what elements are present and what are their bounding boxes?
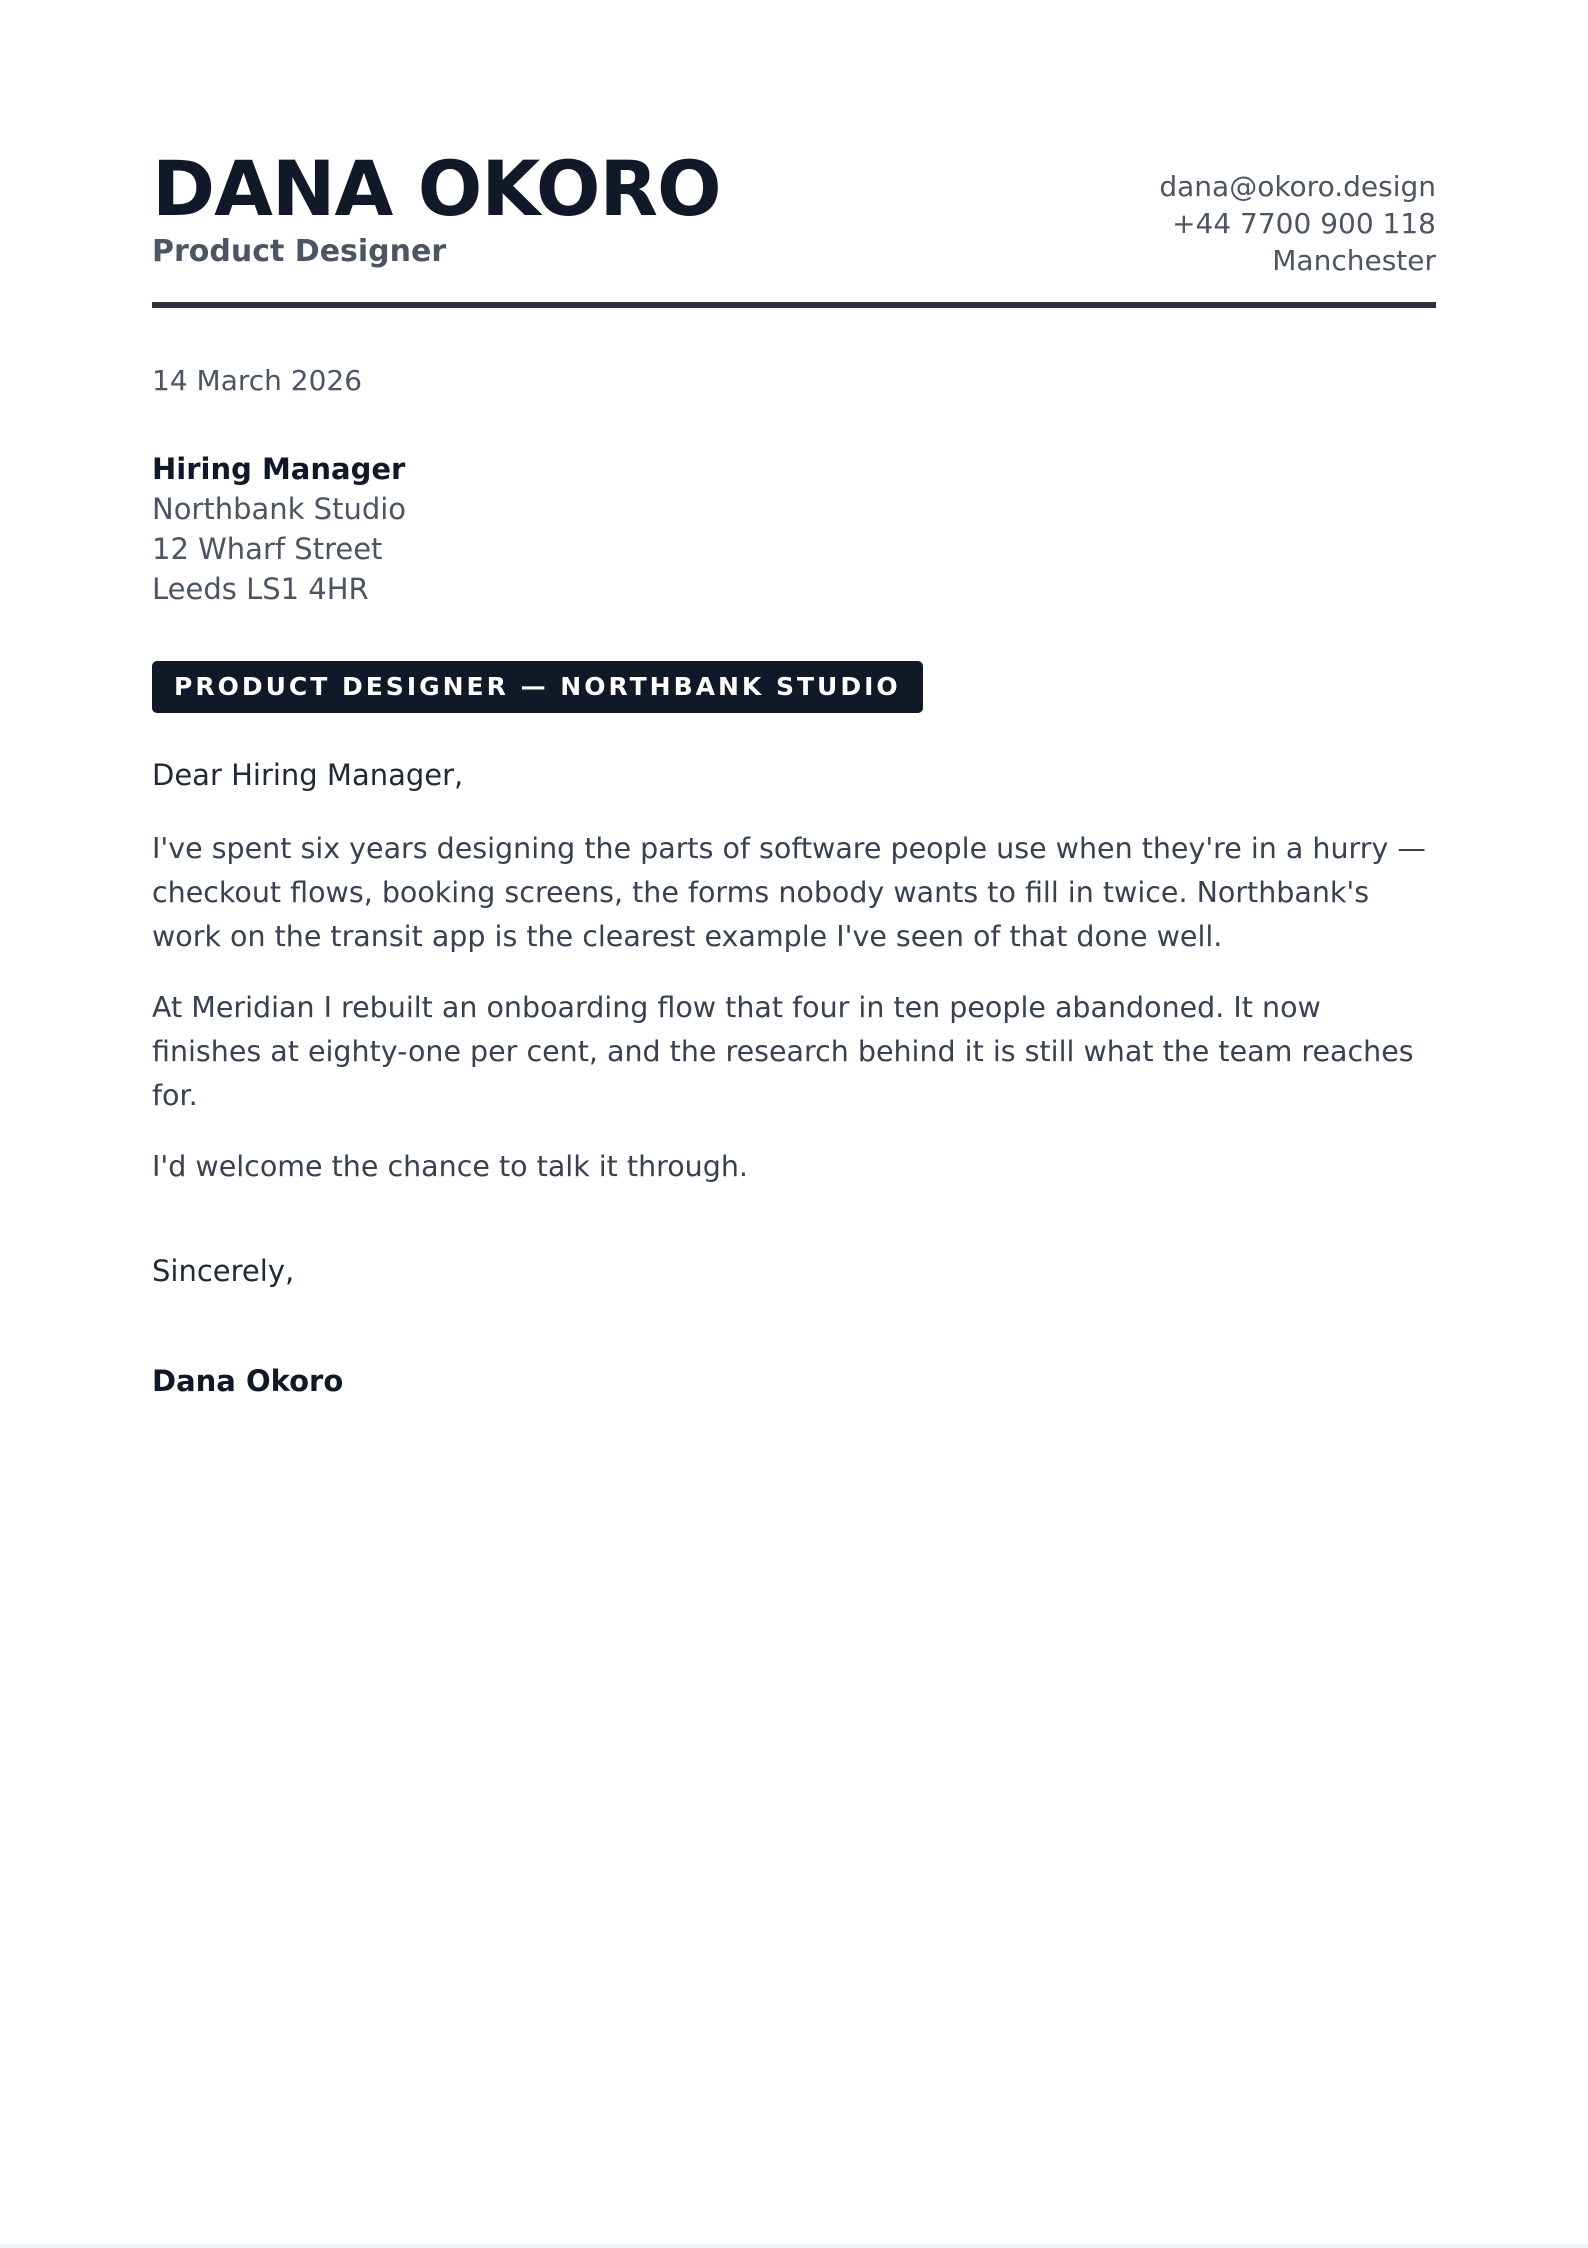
body-paragraph: I'd welcome the chance to talk it through. [152,1150,748,1183]
salutation: Dear Hiring Manager, [152,758,464,792]
recipient-title: Hiring Manager [152,452,406,486]
recipient-city: Leeds LS1 4HR [152,572,369,606]
letter-content [152,144,1436,1401]
letter-date: 14 March 2026 [152,364,363,397]
subject-badge: PRODUCT DESIGNER — NORTHBANK STUDIO [152,661,923,713]
recipient-block [152,449,1436,609]
contact-phone[interactable]: +44 7700 900 118 [1172,207,1436,240]
closing: Sincerely, [152,1254,295,1288]
contact-email[interactable]: dana@okoro.design [1159,170,1436,203]
body-paragraph: At Meridian I rebuilt an onboarding flow that four in ten people abandoned. It now finishes at eighty-one per cent, and the research behind it is still what the team reaches for. [152,991,1414,1112]
contact-block [1159,150,1436,279]
sender-role: Product Designer [152,234,447,269]
sender-name: DANA OKORO [152,144,721,233]
identity-block [152,144,721,270]
recipient-street: 12 Wharf Street [152,532,383,566]
recipient-company: Northbank Studio [152,492,407,526]
body-paragraph: I've spent six years designing the parts of software people use when they're in a hurry — checkout flows, booking screens, the forms nobody wants to fill in twice. Northbank's work on the transit app is the clearest example I've seen of that done well. [152,832,1426,953]
contact-location: Manchester [1272,244,1436,277]
letter-header [152,144,1436,308]
signature: Dana Okoro [152,1364,344,1398]
